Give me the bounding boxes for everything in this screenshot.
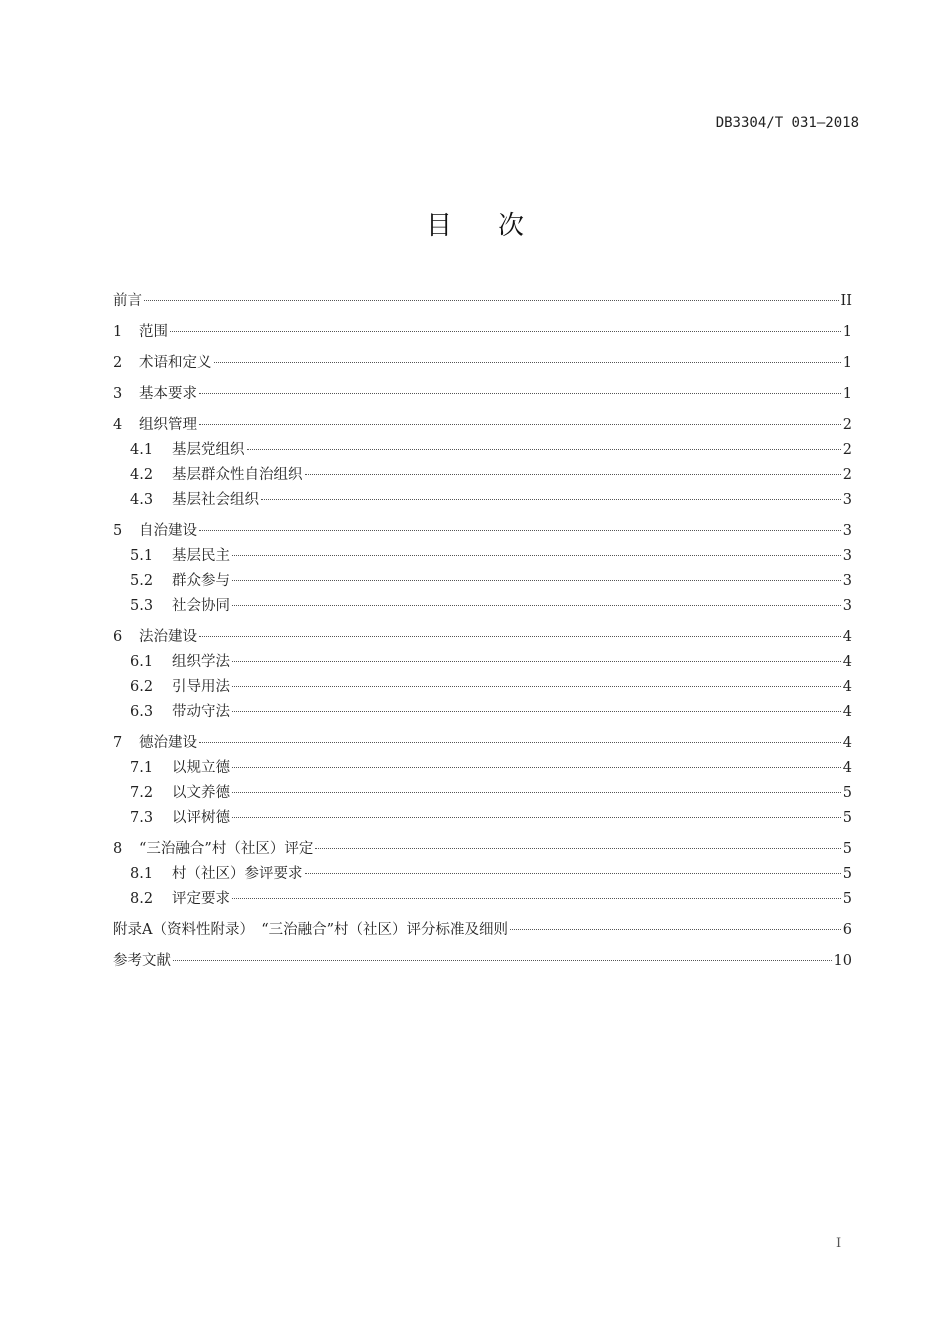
dot-leader (173, 959, 832, 961)
toc-entry-title: 基层群众性自治组织 (172, 467, 303, 483)
toc-entry-title: 以规立德 (172, 760, 230, 776)
toc-entry-title: 术语和定义 (139, 355, 212, 371)
toc-entry[interactable] (113, 918, 852, 943)
toc-entry-number: 4.2 (130, 467, 154, 483)
toc-entry-title: 评定要求 (172, 891, 230, 907)
toc-entry[interactable] (113, 382, 852, 407)
toc-entry-number: 6.1 (130, 654, 154, 670)
dot-leader (315, 847, 840, 849)
toc-entry[interactable] (113, 837, 852, 862)
dot-leader (199, 423, 841, 425)
dot-leader (170, 330, 841, 332)
dot-leader (232, 816, 841, 818)
toc-entry[interactable] (113, 519, 852, 544)
toc-entry-title: 组织学法 (172, 654, 230, 670)
toc-entry-number: 4.1 (130, 442, 154, 458)
toc-entry-number: 8 (113, 841, 123, 857)
toc-entry-number: 8.2 (130, 891, 154, 907)
toc-entry-number: 6 (113, 629, 123, 645)
toc-entry-page: 3 (842, 523, 852, 539)
toc-entry[interactable] (113, 320, 852, 345)
toc-entry-number: 7.3 (130, 810, 154, 826)
page-number: I (836, 1236, 842, 1251)
dot-leader (510, 928, 841, 930)
toc-entry[interactable] (113, 413, 852, 438)
toc-entry-page: 2 (842, 467, 852, 483)
toc-entry[interactable] (113, 887, 852, 912)
toc-entry-page: 1 (842, 386, 852, 402)
toc-entry-page: 4 (842, 760, 852, 776)
toc-entry[interactable] (113, 488, 852, 513)
toc-entry-title: 村（社区）参评要求 (172, 866, 303, 882)
table-of-contents (113, 283, 852, 974)
dot-leader (232, 791, 841, 793)
toc-entry-page: 6 (842, 922, 852, 938)
toc-entry-page: 3 (842, 548, 852, 564)
toc-entry-number: 5.3 (130, 598, 154, 614)
toc-entry-number: 4.3 (130, 492, 154, 508)
toc-entry[interactable] (113, 781, 852, 806)
toc-entry[interactable] (113, 806, 852, 831)
dot-leader (232, 897, 841, 899)
toc-entry-title: 引导用法 (172, 679, 230, 695)
dot-leader (247, 448, 841, 450)
toc-entry-number: 6.3 (130, 704, 154, 720)
toc-entry[interactable] (113, 650, 852, 675)
toc-entry-page: 4 (842, 679, 852, 695)
toc-entry-title: 法治建设 (139, 629, 197, 645)
dot-leader (144, 299, 839, 301)
toc-entry-page: 5 (842, 841, 852, 857)
dot-leader (232, 554, 841, 556)
toc-entry-title: 前言 (113, 293, 142, 309)
toc-entry-page: 3 (842, 573, 852, 589)
toc-entry[interactable] (113, 731, 852, 756)
toc-entry-page: 4 (842, 735, 852, 751)
toc-entry-page: 3 (842, 492, 852, 508)
toc-entry-title: 附录A（资料性附录） “三治融合”村（社区）评分标准及细则 (113, 922, 509, 938)
toc-entry[interactable] (113, 594, 852, 619)
toc-entry[interactable] (113, 862, 852, 887)
toc-entry-title: 参考文献 (113, 953, 171, 969)
toc-entry-title: 德治建设 (139, 735, 197, 751)
toc-entry[interactable] (113, 438, 852, 463)
dot-leader (261, 498, 841, 500)
toc-entry-title: 基本要求 (139, 386, 197, 402)
dot-leader (232, 766, 841, 768)
toc-entry-title: 群众参与 (172, 573, 230, 589)
dot-leader (232, 604, 841, 606)
toc-entry-number: 3 (113, 386, 123, 402)
page-title: 目次 (425, 211, 570, 241)
dot-leader (232, 685, 841, 687)
toc-entry-number: 5.2 (130, 573, 154, 589)
toc-entry-page: 3 (842, 598, 852, 614)
toc-entry-page: 1 (842, 324, 852, 340)
dot-leader (199, 392, 841, 394)
toc-entry-title: 社会协同 (172, 598, 230, 614)
toc-entry-title: 以文养德 (172, 785, 230, 801)
toc-entry-page: 5 (842, 785, 852, 801)
toc-entry-number: 4 (113, 417, 123, 433)
dot-leader (305, 872, 841, 874)
toc-entry-page: 5 (842, 891, 852, 907)
toc-entry[interactable] (113, 463, 852, 488)
toc-entry-number: 7.2 (130, 785, 154, 801)
toc-entry-page: 2 (842, 442, 852, 458)
toc-entry-page: 4 (842, 704, 852, 720)
toc-entry-number: 5 (113, 523, 123, 539)
dot-leader (232, 660, 841, 662)
toc-entry-page: 4 (842, 654, 852, 670)
dot-leader (199, 635, 841, 637)
toc-entry[interactable] (113, 625, 852, 650)
toc-entry-title: “三治融合”村（社区）评定 (139, 841, 314, 857)
toc-entry-page: 4 (842, 629, 852, 645)
toc-entry-page: II (840, 293, 852, 309)
toc-entry-page: 5 (842, 810, 852, 826)
toc-entry[interactable] (113, 351, 852, 376)
dot-leader (305, 473, 841, 475)
toc-entry-number: 5.1 (130, 548, 154, 564)
document-code: DB3304/T 031—2018 (715, 115, 859, 131)
toc-entry[interactable] (113, 544, 852, 569)
toc-entry-number: 6.2 (130, 679, 154, 695)
toc-entry-number: 1 (113, 324, 123, 340)
toc-entry-title: 基层党组织 (172, 442, 245, 458)
toc-entry-title: 带动守法 (172, 704, 230, 720)
dot-leader (199, 741, 841, 743)
toc-entry[interactable] (113, 756, 852, 781)
toc-entry-title: 以评树德 (172, 810, 230, 826)
dot-leader (232, 710, 841, 712)
toc-entry-title: 自治建设 (139, 523, 197, 539)
toc-entry-number: 7.1 (130, 760, 154, 776)
toc-entry-title: 基层社会组织 (172, 492, 259, 508)
toc-entry-page: 5 (842, 866, 852, 882)
toc-entry-number: 8.1 (130, 866, 154, 882)
toc-entry-title: 组织管理 (139, 417, 197, 433)
toc-entry[interactable] (113, 675, 852, 700)
toc-entry[interactable] (113, 289, 852, 314)
dot-leader (232, 579, 841, 581)
toc-entry[interactable] (113, 700, 852, 725)
toc-entry[interactable] (113, 569, 852, 594)
toc-entry-page: 1 (842, 355, 852, 371)
dot-leader (199, 529, 841, 531)
toc-entry-page: 2 (842, 417, 852, 433)
toc-entry-number: 7 (113, 735, 123, 751)
toc-entry-title: 范围 (139, 324, 168, 340)
toc-entry-title: 基层民主 (172, 548, 230, 564)
toc-entry[interactable] (113, 949, 852, 974)
toc-entry-number: 2 (113, 355, 123, 371)
dot-leader (214, 361, 841, 363)
toc-entry-page: 10 (833, 953, 852, 969)
